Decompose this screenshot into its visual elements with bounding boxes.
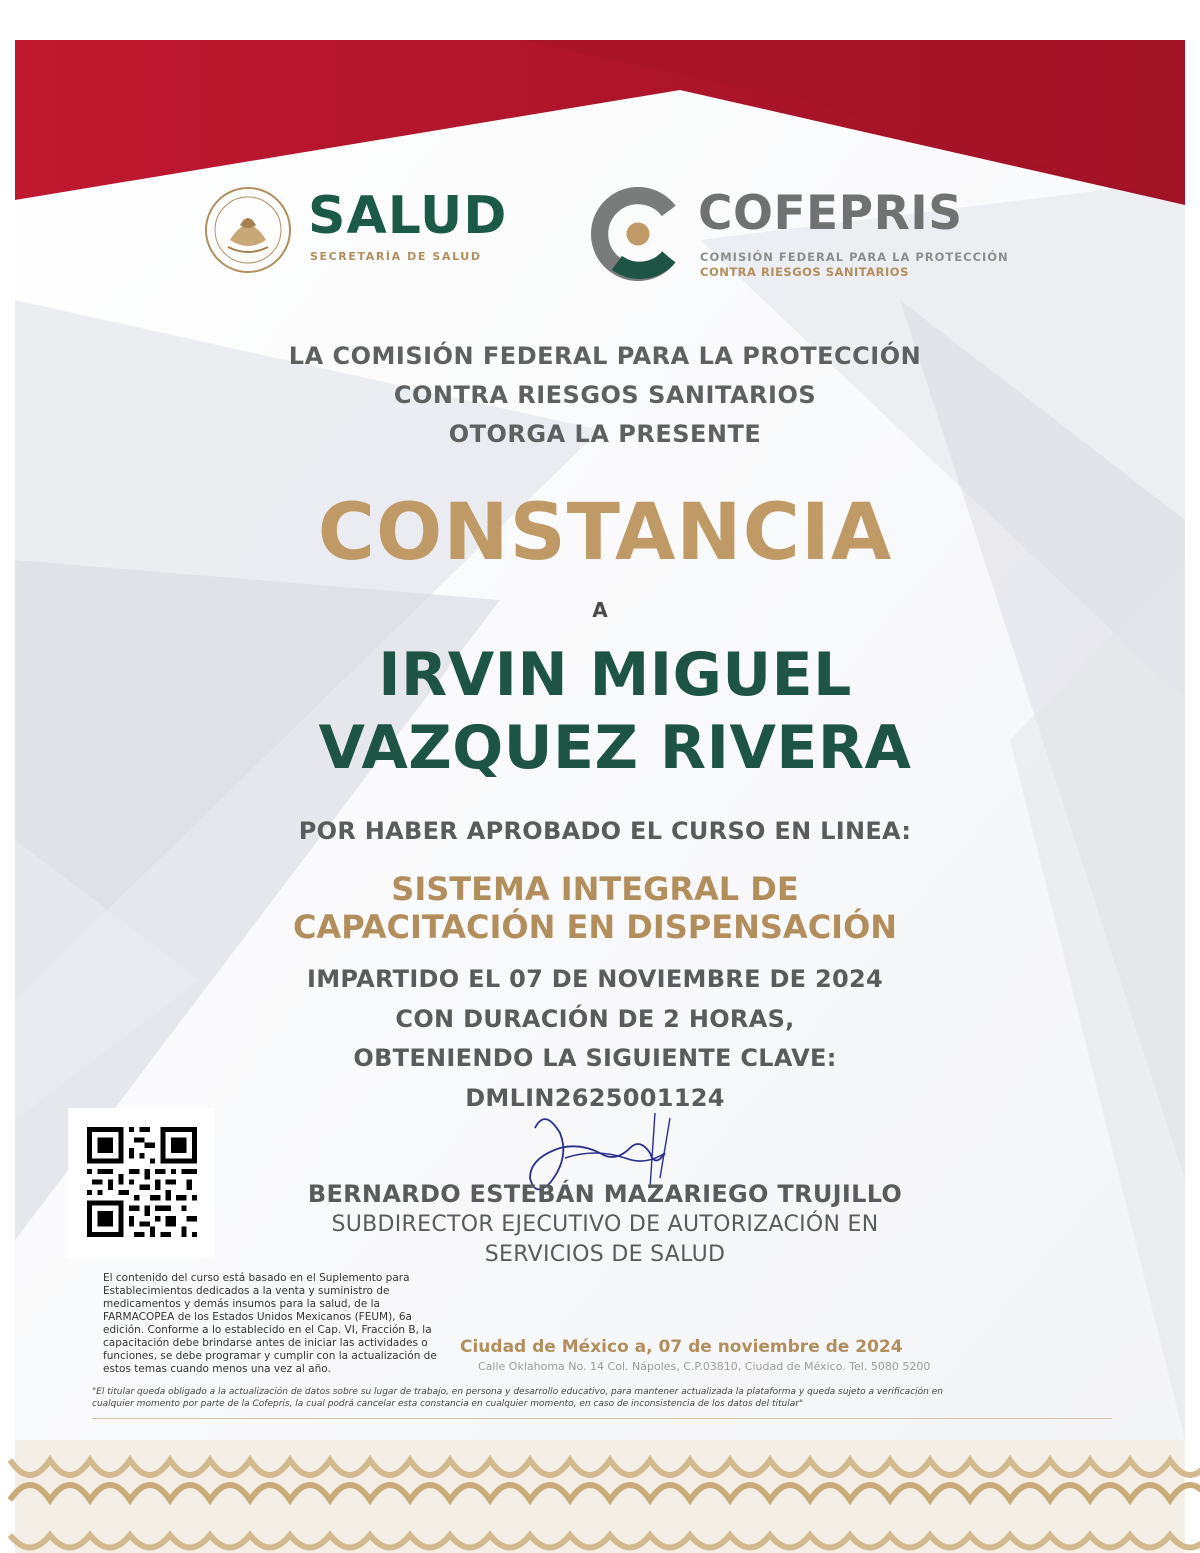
footer-divider <box>92 1418 1112 1419</box>
recipient-name-line2: VAZQUEZ RIVERA <box>318 713 912 783</box>
certificate-key: DMLIN2625001124 <box>465 1084 725 1112</box>
signer-title-line2: SERVICIOS DE SALUD <box>484 1242 726 1267</box>
course-name-line2: CAPACITACIÓN EN DISPENSACIÓN <box>292 908 898 946</box>
course-duration: CON DURACIÓN DE 2 HORAS, <box>395 1005 795 1033</box>
to-label: A <box>592 598 608 622</box>
course-name-line1: SISTEMA INTEGRAL DE <box>391 870 799 908</box>
recipient-name-line1: IRVIN MIGUEL <box>378 640 852 710</box>
cofepris-logo-name: COFEPRIS <box>698 186 963 241</box>
office-address: Calle Oklahoma No. 14 Col. Nápoles, C.P.03810, Ciudad de México. Tel. 5080 5200 <box>478 1360 931 1373</box>
salud-logo-subtitle: SECRETARÍA DE SALUD <box>310 250 482 263</box>
signer-name: BERNARDO ESTEBÁN MAZARIEGO TRUJILLO <box>307 1180 903 1208</box>
course-date: IMPARTIDO EL 07 DE NOVIEMBRE DE 2024 <box>306 965 884 993</box>
signer-title-line1: SUBDIRECTOR EJECUTIVO DE AUTORIZACIÓN EN <box>331 1212 879 1237</box>
course-content-note: El contenido del curso está basado en el Suplemento para Establecimientos dedicados a la venta y suministro de medicamentos y demás insumos para la salud, de la FARMACOPEA de los Estados Unidos Mexicanos (FEUM), 6a edición. Conforme a lo establecido en el Cap. VI, Fracción B, la capacitación debe brindarse antes de iniciar las actividades o funciones, se debe programar y cumplir con la actualización de estos temas cuando menos una vez al año. <box>103 1272 437 1375</box>
header-line2: CONTRA RIESGOS SANITARIOS <box>393 381 817 409</box>
place-and-date: Ciudad de México a, 07 de noviembre de 2024 <box>460 1337 903 1357</box>
approved-text: POR HABER APROBADO EL CURSO EN LINEA: <box>298 817 912 845</box>
key-label: OBTENIENDO LA SIGUIENTE CLAVE: <box>353 1044 837 1072</box>
legal-disclaimer: "El titular queda obligado a la actualización de datos sobre su lugar de trabajo, en persona y desarrollo educativo, para mantener actualizada la plataforma y queda sujeto a verificación en cualquier momento por parte de la Cofepris, la cual podrá cancelar esta constancia en cualquier momento, en caso de inconsistencia de los datos del titular" <box>92 1387 943 1409</box>
qr-code-icon[interactable] <box>87 1127 197 1237</box>
header-line1: LA COMISIÓN FEDERAL PARA LA PROTECCIÓN <box>288 342 922 370</box>
certificate-title: CONSTANCIA <box>317 488 893 578</box>
mexico-coat-of-arms-seal-icon <box>198 185 298 275</box>
cofepris-c-logo-icon <box>590 186 686 282</box>
header-line3: OTORGA LA PRESENTE <box>448 420 762 448</box>
cofepris-logo-subtitle-line1: COMISIÓN FEDERAL PARA LA PROTECCIÓN <box>700 250 1009 264</box>
cofepris-logo-subtitle-line2: CONTRA RIESGOS SANITARIOS <box>700 265 909 279</box>
salud-logo-name: SALUD <box>308 186 508 246</box>
